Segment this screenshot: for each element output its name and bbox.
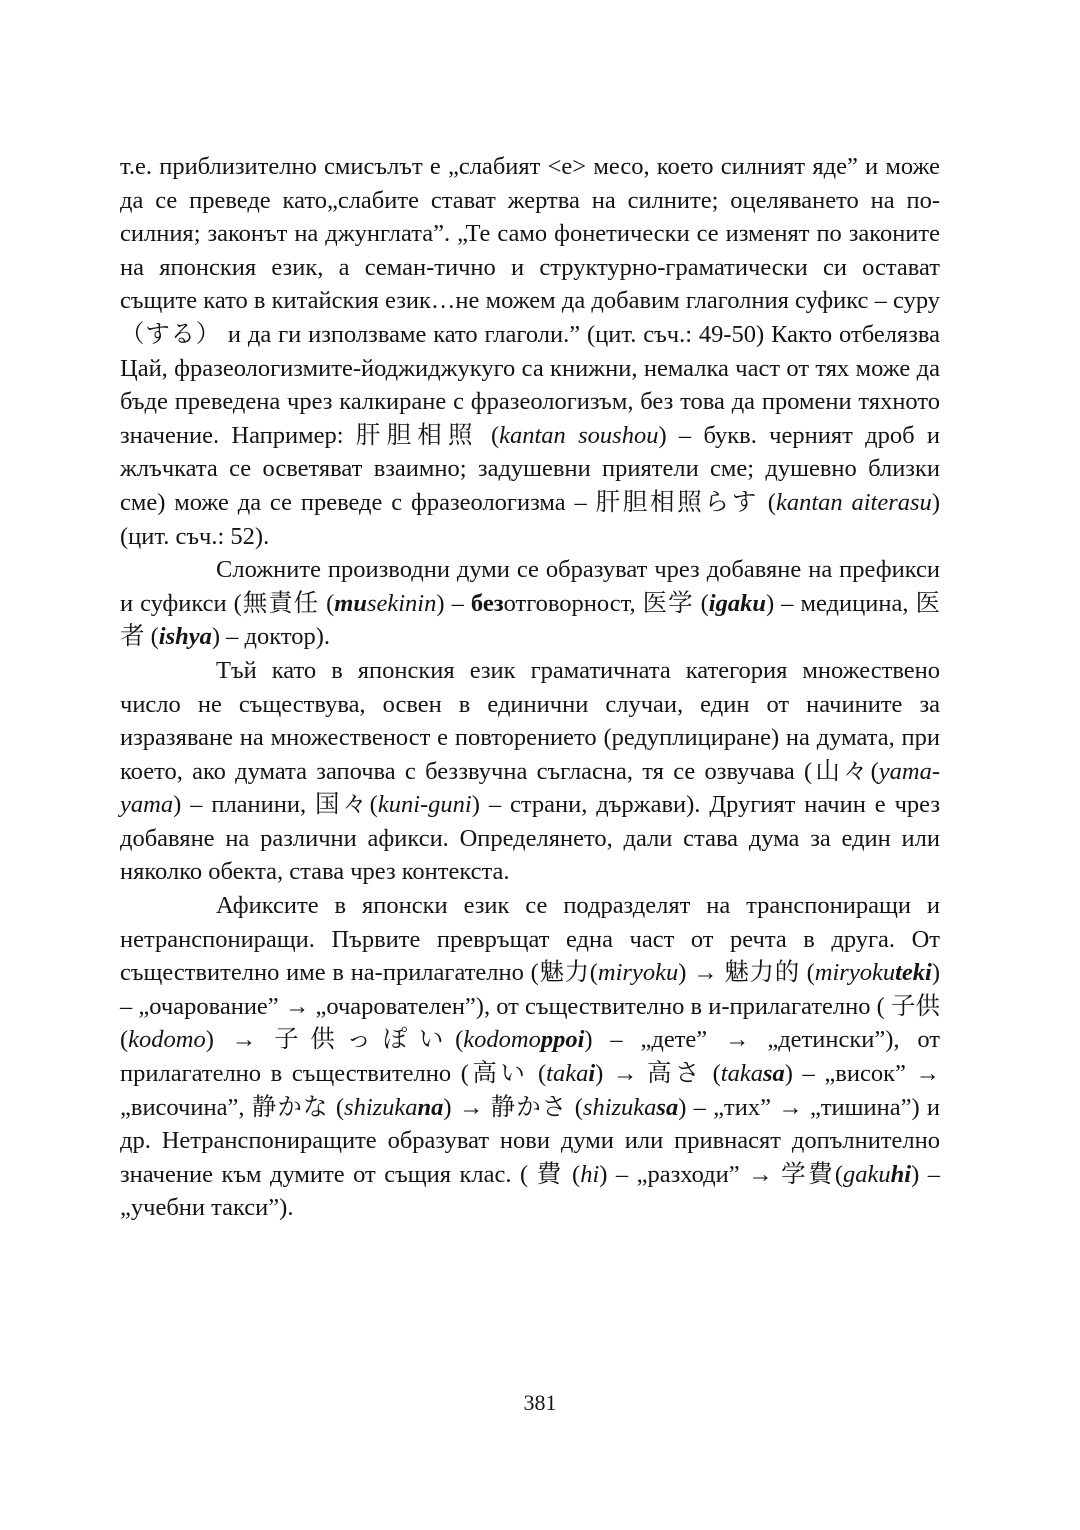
text-run: ) – „разходи” → 学費( <box>599 1160 844 1188</box>
emphasized-affix: sa <box>656 1093 679 1121</box>
emphasized-affix-wrapper <box>891 1161 911 1188</box>
emphasized-affix: hi <box>890 1160 912 1188</box>
emphasized-morpheme: без <box>470 589 504 617</box>
romaji-term: miryoku <box>814 959 896 987</box>
romaji-term: kuni-guni <box>377 791 472 819</box>
romaji-term: miryoku <box>597 959 679 987</box>
emphasized-affix: igaku <box>708 589 766 617</box>
paragraph-4 <box>120 889 940 1225</box>
romaji-term: kodomo <box>128 1026 206 1054</box>
text-run: ) – планини, 国々( <box>173 791 378 819</box>
text-run: ) – букв. черният дроб и жлъчката се осветяват взаимно; задушевни приятели сме; душевно близки сме) може да се преведе с фразеологизма – 肝胆相照らす ( <box>120 421 941 516</box>
emphasized-affix-wrapper <box>763 1060 785 1087</box>
text-run: ) – медицина, 医者 ( <box>120 589 940 651</box>
text-run: т.е. приблизително смисълът е „слабият <е> месо, което силният яде” и може да се преведе като„слабите стават жертва на силните; оцеляването на по-силния; законът на джунглата”. „Те само фонетически се изменят по законите на японския език, а семан-тично и структурно-граматически си остават същите като в китайския език…не можем да добавим глаголния суфикс – суру （する） и да ги използваме като глаголи.” (цит. съч.: 49-50) Както отбелязва Цай, фразеологизмите-йоджиджукуго са книжни, немалка част от тях може да бъде преведена чрез калкиране с фразеологизъм, без това да промени тяхното значение. Например: 肝胆相照 ( <box>120 153 940 449</box>
text-run: отговорност, 医学 ( <box>503 589 709 617</box>
romaji-term: taka <box>546 1060 589 1088</box>
text-run: ) – „висок” → „височина”, 静かな ( <box>120 1060 940 1121</box>
romaji-term: kantan soushou <box>499 421 659 449</box>
romaji-term: shizuka <box>344 1093 418 1121</box>
page-number: 381 <box>523 1390 557 1415</box>
paragraph-2 <box>120 553 940 654</box>
paragraph-3 <box>120 654 940 889</box>
emphasized-affix-wrapper <box>541 1026 585 1053</box>
paragraph-1 <box>120 150 940 553</box>
text-run: Сложните производни думи се образуват чрез добавяне на префикси и суфикси (無責任 ( <box>120 556 940 617</box>
text-run: Тъй като в японския език граматичната категория множествено число не съществува, освен в единични случаи, един от начините за изразяване на множественост е повторението (редуплициране) на думата, при което, ако думата започва с беззвучна съгласна, тя се озвучава (山々( <box>120 656 940 785</box>
emphasized-affix: mu <box>334 589 367 617</box>
emphasized-affix: ishya <box>158 623 212 651</box>
romaji-term: shizuka <box>582 1093 657 1121</box>
romaji-term: gaku <box>843 1160 891 1188</box>
emphasized-affix: na <box>417 1093 444 1121</box>
emphasized-affix: teki <box>895 959 932 987</box>
emphasized-affix: sa <box>762 1060 785 1088</box>
romaji-term: kantan aiterasu <box>775 488 932 516</box>
text-run: ) – <box>436 589 471 617</box>
text-run: ) – доктор). <box>211 623 331 651</box>
emphasized-affix: ppoi <box>540 1026 585 1054</box>
emphasized-affix-wrapper <box>895 959 932 986</box>
emphasized-affix-wrapper <box>709 590 766 617</box>
text-run: ) – „дете” → „детински”), от прилагателно в съществително (高い ( <box>120 1026 940 1088</box>
text-run: ) – „тих” → „тишина”) и др. Нетранспониращите образуват нови думи или привнасят допълнително значение към думите от същия клас. ( 費 ( <box>120 1093 941 1188</box>
romaji-term: yama-yama <box>120 757 940 819</box>
romaji-term: kodomo <box>463 1026 541 1054</box>
text-run: ) → 子供っぽい( <box>205 1026 464 1054</box>
emphasized-affix-wrapper <box>656 1094 678 1121</box>
page-body <box>120 150 940 1225</box>
emphasized-affix: i <box>588 1060 596 1088</box>
text-run: ) – страни, държави). Другият начин е чрез добавяне на различни афикси. Определянето, дали става дума за един или няколко обекта, става чрез контекста. <box>120 791 941 886</box>
romaji-term: hi <box>580 1160 600 1188</box>
text-run: ) – „учебни такси”). <box>120 1160 940 1222</box>
emphasized-affix-wrapper <box>334 590 367 617</box>
emphasized-affix-wrapper <box>159 623 212 650</box>
romaji-term: sekinin <box>366 589 437 617</box>
emphasized-affix-wrapper <box>418 1094 444 1121</box>
text-run: ) – „очарование” → „очарователен”), от съществително в и-прилагателно ( 子供( <box>120 959 940 1054</box>
text-run: ) → 高さ ( <box>595 1060 721 1088</box>
text-run: ) (цит. съч.: 52). <box>120 488 940 550</box>
romaji-term: taka <box>720 1060 763 1088</box>
text-run: Афиксите в японски език се подразделят на транспониращи и нетранспониращи. Първите превръщат една част от речта в друга. От съществително име в на-прилагателно (魅力( <box>120 892 940 987</box>
text-run: ) → 静かさ ( <box>443 1093 583 1121</box>
text-run: ) → 魅力的 ( <box>678 959 815 987</box>
